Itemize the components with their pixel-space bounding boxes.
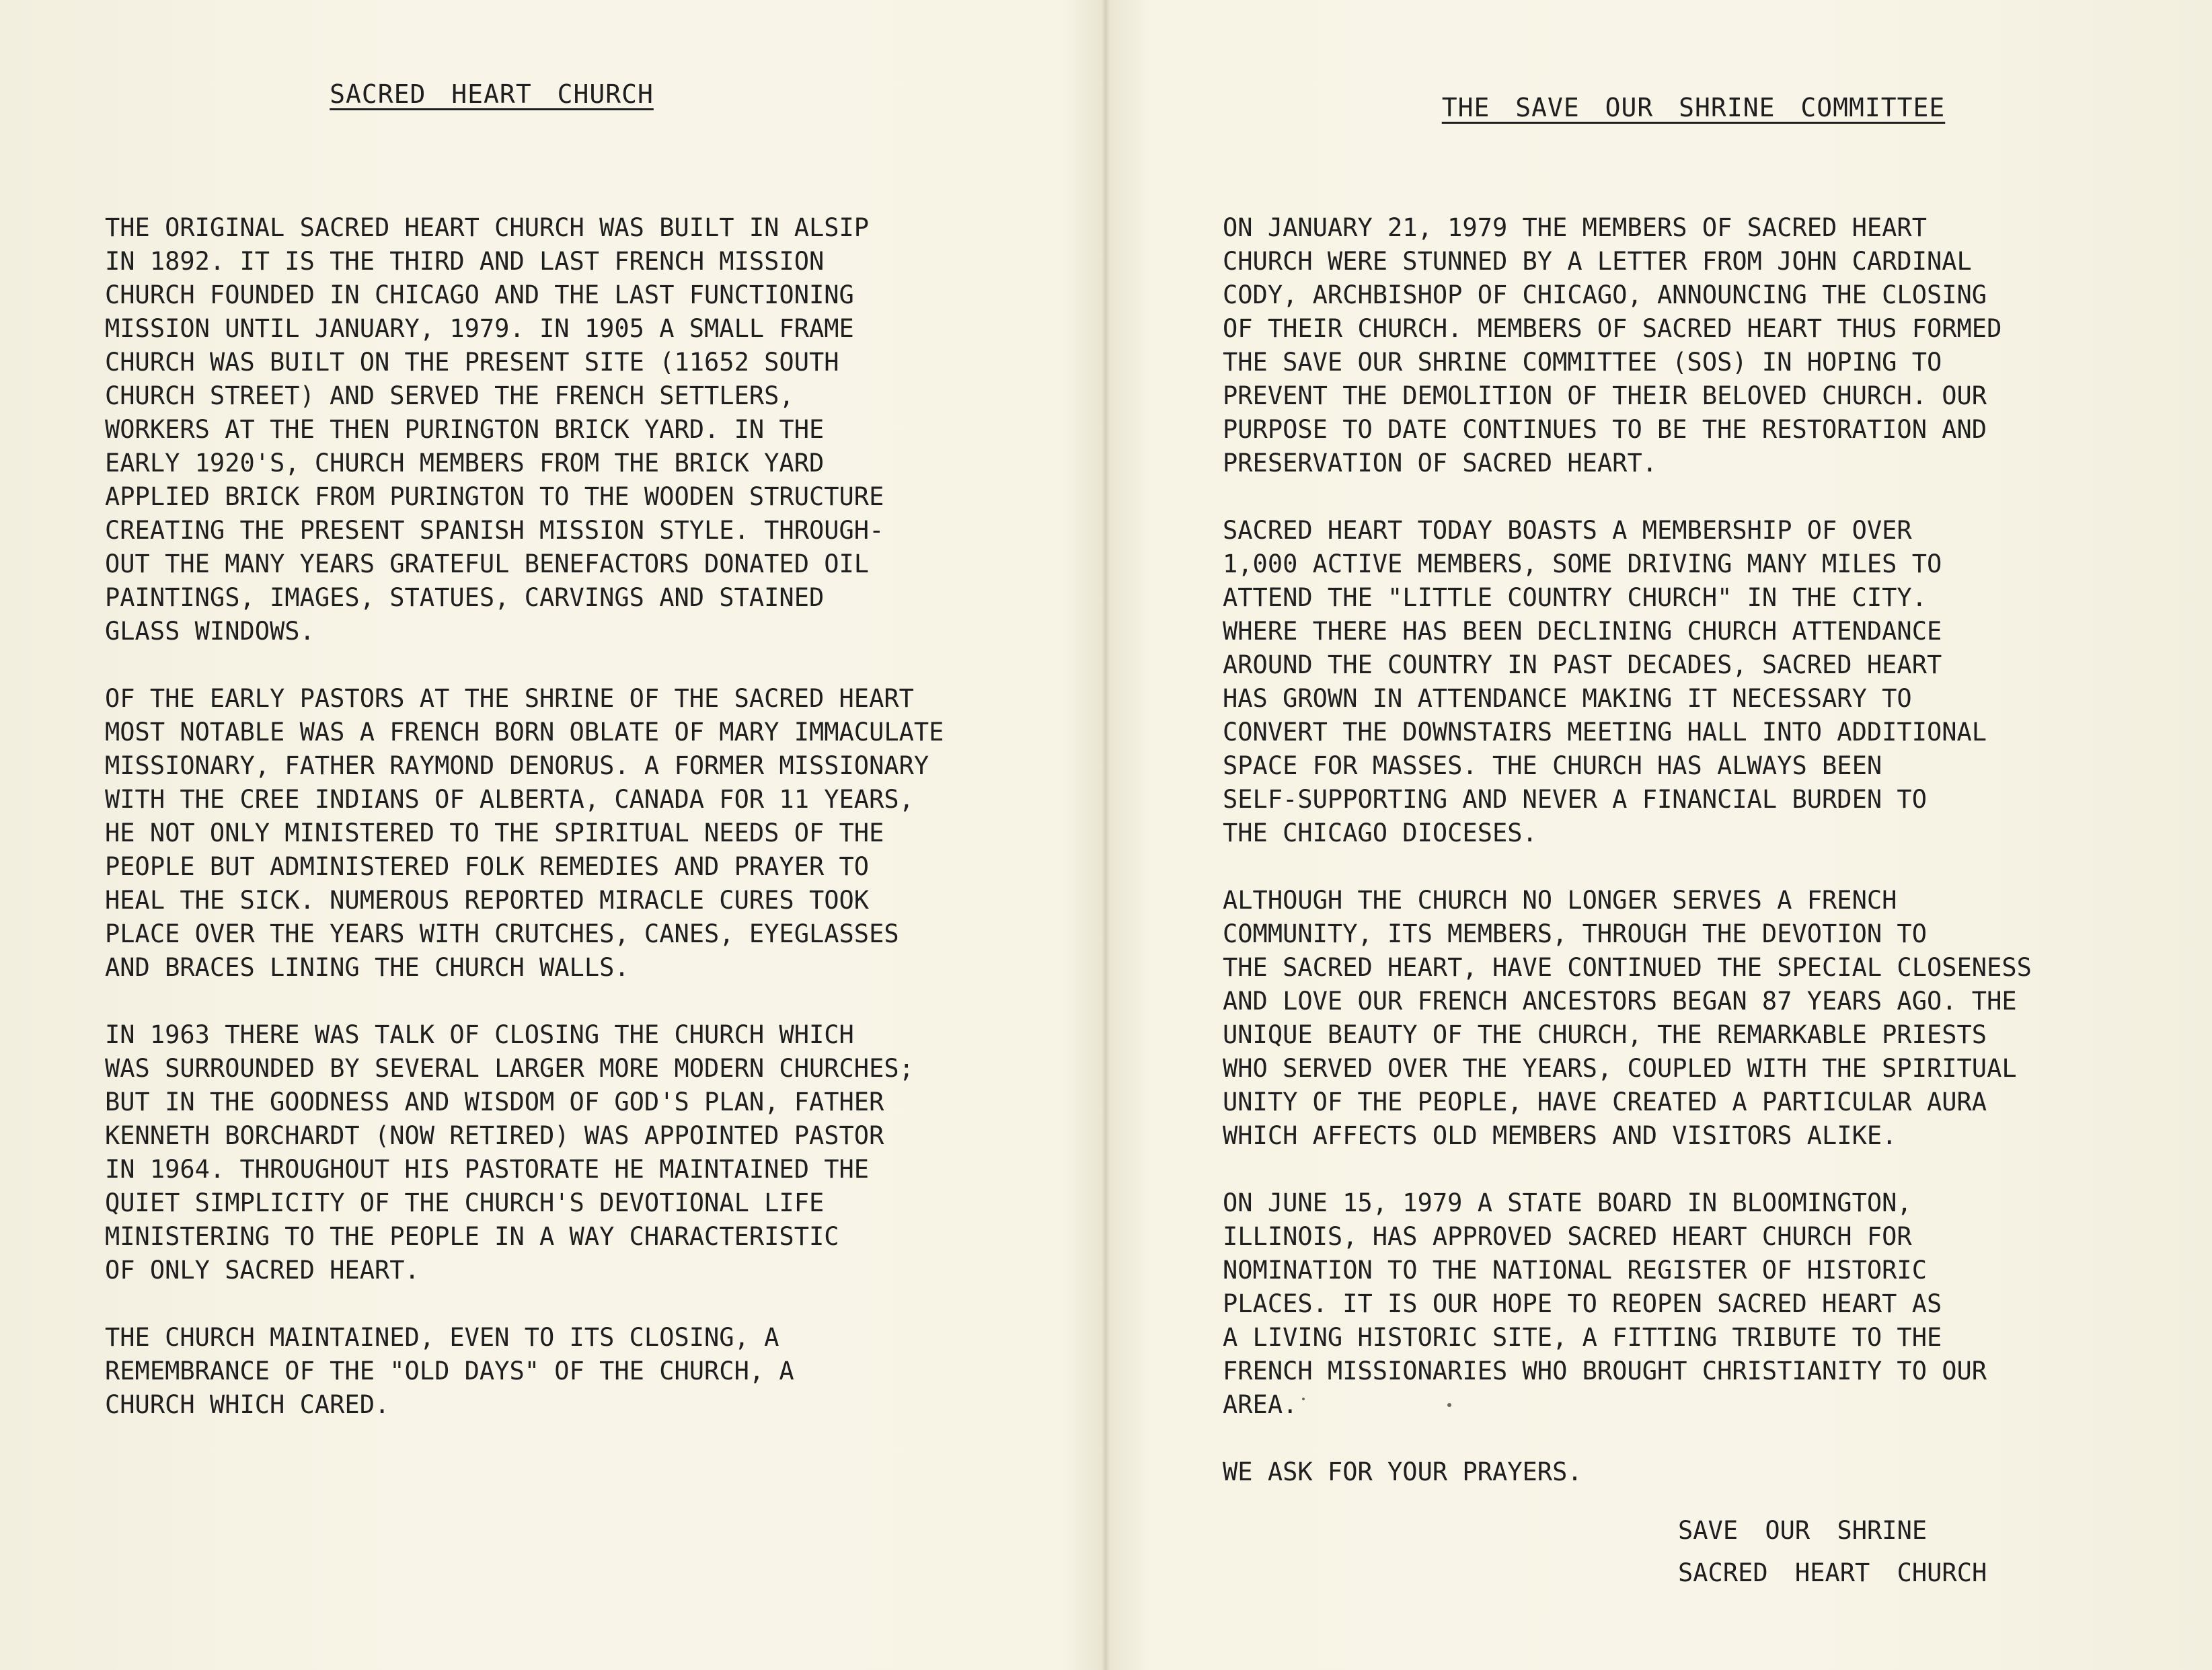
text-line: ALTHOUGH THE CHURCH NO LONGER SERVES A FRENCH: [1223, 886, 1897, 915]
text-line: SPACE FOR MASSES. THE CHURCH HAS ALWAYS BEEN: [1223, 751, 1882, 780]
text-line: A LIVING HISTORIC SITE, A FITTING TRIBUTE TO THE: [1223, 1323, 1942, 1352]
text-line: MINISTERING TO THE PEOPLE IN A WAY CHARACTERISTIC: [105, 1222, 839, 1251]
signature-line-2: SACRED HEART CHURCH: [1678, 1558, 1987, 1587]
text-line: CHURCH WERE STUNNED BY A LETTER FROM JOHN CARDINAL: [1223, 247, 1972, 276]
text-line: SACRED HEART TODAY BOASTS A MEMBERSHIP OF OVER: [1223, 516, 1912, 545]
page-fold: [1102, 0, 1110, 1670]
left-paragraph-3: [105, 1018, 1067, 1287]
text-line: PRESERVATION OF SACRED HEART.: [1223, 449, 1658, 478]
text-line: PREVENT THE DEMOLITION OF THEIR BELOVED CHURCH. OUR: [1223, 381, 1987, 410]
text-line: HE NOT ONLY MINISTERED TO THE SPIRITUAL NEEDS OF THE: [105, 819, 884, 847]
paper-speck: [1302, 1398, 1305, 1400]
text-line: IN 1892. IT IS THE THIRD AND LAST FRENCH MISSION: [105, 247, 825, 276]
right-paragraph-2: [1223, 514, 2164, 850]
text-line: FRENCH MISSIONARIES WHO BROUGHT CHRISTIANITY TO OUR: [1223, 1357, 1987, 1386]
left-paragraph-1: [105, 211, 1067, 648]
text-line: ATTEND THE "LITTLE COUNTRY CHURCH" IN THE CITY.: [1223, 583, 1927, 612]
text-line: OF ONLY SACRED HEART.: [105, 1256, 420, 1285]
text-line: 1,000 ACTIVE MEMBERS, SOME DRIVING MANY MILES TO: [1223, 549, 1942, 578]
text-line: IN 1964. THROUGHOUT HIS PASTORATE HE MAINTAINED THE: [105, 1155, 870, 1184]
text-line: WORKERS AT THE THEN PURINGTON BRICK YARD. IN THE: [105, 415, 825, 444]
text-line: WHO SERVED OVER THE YEARS, COUPLED WITH THE SPIRITUAL: [1223, 1054, 2017, 1083]
text-line: CHURCH STREET) AND SERVED THE FRENCH SETTLERS,: [105, 381, 794, 410]
text-line: MISSIONARY, FATHER RAYMOND DENORUS. A FORMER MISSIONARY: [105, 751, 929, 780]
text-line: UNITY OF THE PEOPLE, HAVE CREATED A PARTICULAR AURA: [1223, 1088, 1987, 1116]
text-line: THE SAVE OUR SHRINE COMMITTEE (SOS) IN HOPING TO: [1223, 348, 1942, 377]
signature-block: [1678, 1509, 1987, 1594]
signature-line-1: SAVE OUR SHRINE: [1678, 1516, 1928, 1545]
text-line: CREATING THE PRESENT SPANISH MISSION STYLE. THROUGH-: [105, 516, 884, 545]
text-line: PAINTINGS, IMAGES, STATUES, CARVINGS AND STAINED: [105, 583, 825, 612]
text-line: WAS SURROUNDED BY SEVERAL LARGER MORE MODERN CHURCHES;: [105, 1054, 914, 1083]
right-title: THE SAVE OUR SHRINE COMMITTEE: [1441, 93, 1946, 122]
text-line: CHURCH FOUNDED IN CHICAGO AND THE LAST FUNCTIONING: [105, 280, 854, 309]
text-line: AND BRACES LINING THE CHURCH WALLS.: [105, 953, 630, 982]
text-line: CHURCH WAS BUILT ON THE PRESENT SITE (11652 SOUTH: [105, 348, 839, 377]
paper-speck: [1447, 1403, 1451, 1407]
text-line: BUT IN THE GOODNESS AND WISDOM OF GOD'S PLAN, FATHER: [105, 1088, 884, 1116]
text-line: MISSION UNTIL JANUARY, 1979. IN 1905 A SMALL FRAME: [105, 314, 854, 343]
text-line: PURPOSE TO DATE CONTINUES TO BE THE RESTORATION AND: [1223, 415, 1987, 444]
text-line: PLACE OVER THE YEARS WITH CRUTCHES, CANES, EYEGLASSES: [105, 919, 899, 948]
text-line: EARLY 1920'S, CHURCH MEMBERS FROM THE BRICK YARD: [105, 449, 825, 478]
right-column: [1223, 93, 2164, 1489]
text-line: AROUND THE COUNTRY IN PAST DECADES, SACRED HEART: [1223, 650, 1942, 679]
text-line: WE ASK FOR YOUR PRAYERS.: [1223, 1457, 1582, 1486]
text-line: THE SACRED HEART, HAVE CONTINUED THE SPECIAL CLOSENESS: [1223, 953, 2032, 982]
right-paragraph-5: [1223, 1455, 2164, 1489]
text-line: THE ORIGINAL SACRED HEART CHURCH WAS BUILT IN ALSIP: [105, 213, 870, 242]
text-line: IN 1963 THERE WAS TALK OF CLOSING THE CHURCH WHICH: [105, 1020, 854, 1049]
text-line: PEOPLE BUT ADMINISTERED FOLK REMEDIES AND PRAYER TO: [105, 852, 870, 881]
text-line: PLACES. IT IS OUR HOPE TO REOPEN SACRED HEART AS: [1223, 1289, 1942, 1318]
text-line: REMEMBRANCE OF THE "OLD DAYS" OF THE CHURCH, A: [105, 1357, 794, 1386]
left-paragraph-2: [105, 682, 1067, 985]
text-line: OF THE EARLY PASTORS AT THE SHRINE OF THE SACRED HEART: [105, 684, 914, 713]
text-line: CONVERT THE DOWNSTAIRS MEETING HALL INTO ADDITIONAL: [1223, 718, 1987, 747]
text-line: MOST NOTABLE WAS A FRENCH BORN OBLATE OF MARY IMMACULATE: [105, 718, 944, 747]
text-line: WHICH AFFECTS OLD MEMBERS AND VISITORS ALIKE.: [1223, 1121, 1897, 1150]
text-line: THE CHICAGO DIOCESES.: [1223, 819, 1537, 847]
text-line: OF THEIR CHURCH. MEMBERS OF SACRED HEART THUS FORMED: [1223, 314, 2002, 343]
text-line: GLASS WINDOWS.: [105, 617, 315, 646]
text-line: AREA.: [1223, 1390, 1298, 1419]
text-line: HEAL THE SICK. NUMEROUS REPORTED MIRACLE CURES TOOK: [105, 886, 870, 915]
left-paragraph-4: [105, 1321, 1067, 1422]
left-column: [105, 79, 1067, 1422]
text-line: APPLIED BRICK FROM PURINGTON TO THE WOODEN STRUCTURE: [105, 482, 884, 511]
right-paragraph-1: [1223, 211, 2164, 480]
text-line: HAS GROWN IN ATTENDANCE MAKING IT NECESSARY TO: [1223, 684, 1912, 713]
text-line: COMMUNITY, ITS MEMBERS, THROUGH THE DEVOTION TO: [1223, 919, 1927, 948]
text-line: UNIQUE BEAUTY OF THE CHURCH, THE REMARKABLE PRIESTS: [1223, 1020, 1987, 1049]
text-line: THE CHURCH MAINTAINED, EVEN TO ITS CLOSING, A: [105, 1323, 779, 1352]
text-line: ILLINOIS, HAS APPROVED SACRED HEART CHURCH FOR: [1223, 1222, 1912, 1251]
right-paragraph-4: [1223, 1186, 2164, 1422]
text-line: QUIET SIMPLICITY OF THE CHURCH'S DEVOTIONAL LIFE: [105, 1188, 825, 1217]
text-line: NOMINATION TO THE NATIONAL REGISTER OF HISTORIC: [1223, 1256, 1927, 1285]
right-paragraph-3: [1223, 884, 2164, 1153]
text-line: SELF-SUPPORTING AND NEVER A FINANCIAL BURDEN TO: [1223, 785, 1927, 814]
text-line: ON JANUARY 21, 1979 THE MEMBERS OF SACRED HEART: [1223, 213, 1927, 242]
text-line: WITH THE CREE INDIANS OF ALBERTA, CANADA FOR 11 YEARS,: [105, 785, 914, 814]
text-line: AND LOVE OUR FRENCH ANCESTORS BEGAN 87 YEARS AGO. THE: [1223, 987, 2017, 1016]
text-line: ON JUNE 15, 1979 A STATE BOARD IN BLOOMINGTON,: [1223, 1188, 1912, 1217]
left-title: SACRED HEART CHURCH: [330, 79, 654, 109]
text-line: CHURCH WHICH CARED.: [105, 1390, 390, 1419]
text-line: WHERE THERE HAS BEEN DECLINING CHURCH ATTENDANCE: [1223, 617, 1942, 646]
text-line: KENNETH BORCHARDT (NOW RETIRED) WAS APPOINTED PASTOR: [105, 1121, 884, 1150]
text-line: OUT THE MANY YEARS GRATEFUL BENEFACTORS DONATED OIL: [105, 549, 870, 578]
text-line: CODY, ARCHBISHOP OF CHICAGO, ANNOUNCING THE CLOSING: [1223, 280, 1987, 309]
